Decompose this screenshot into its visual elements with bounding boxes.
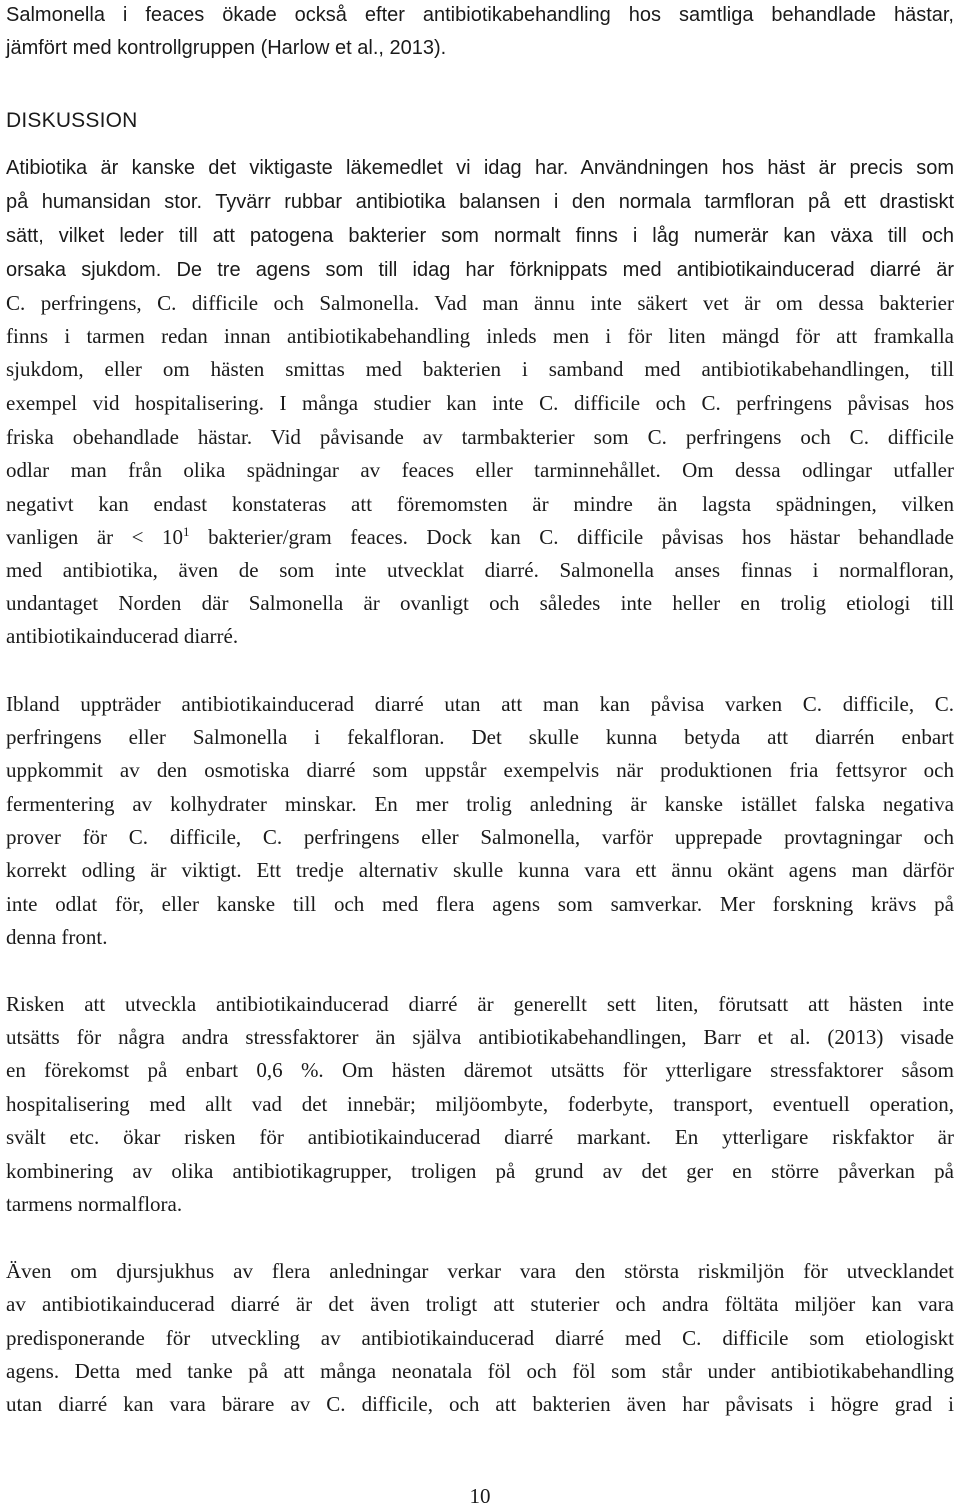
paragraph-line: med antibiotika, även de som inte utvecklat diarré. Salmonella anses finnas i normalfloran, [6, 558, 954, 582]
paragraph-line: undantaget Norden där Salmonella är ovanligt och således inte heller en trolig etiologi till [6, 591, 954, 615]
paragraph-line: en förekomst på enbart 0,6 %. Om hästen däremot utsätts för ytterligare stressfaktorer såsom [6, 1058, 954, 1082]
paragraph-line: denna front. [6, 925, 108, 949]
paragraph-line: exempel vid hospitalisering. I många studier kan inte C. difficile och C. perfringens påvisas hos [6, 391, 954, 415]
paragraph-line: C. perfringens, C. difficile och Salmonella. Vad man ännu inte säkert vet är om dessa bakterier [6, 291, 954, 315]
superscript-exponent: 1 [183, 524, 190, 539]
paragraph-line: inte odlat för, eller kanske till och med flera agens som samverkar. Mer forskning krävs på [6, 892, 954, 916]
paragraph-line: kombinering av olika antibiotikagrupper, troligen på grund av det ger en större påverkan på [6, 1159, 954, 1183]
section-heading: DISKUSSION [6, 109, 138, 132]
intro-line-1: Salmonella i feaces ökade också efter antibiotikabehandling hos samtliga behandlade hästar, [6, 4, 954, 26]
paragraph-line: prover för C. difficile, C. perfringens eller Salmonella, varför upprepade provtagningar och [6, 825, 954, 849]
paragraph-line: odlar man från olika spädningar av feaces eller tarminnehållet. Om dessa odlingar utfaller [6, 458, 954, 482]
page-number: 10 [469, 1484, 491, 1508]
paragraph-line: sätt, vilket leder till att patogena bakterier som normalt finns i låg numerär kan växa till och [6, 225, 954, 247]
paragraph-line: agens. Detta med tanke på att många neonatala föl och föl som står under antibiotikabehandling [6, 1359, 954, 1383]
paragraph-line: predisponerande för utveckling av antibiotikainducerad diarré med C. difficile som etiologiskt [6, 1326, 954, 1350]
intro-line-2: jämfört med kontrollgruppen (Harlow et al., 2013). [6, 37, 447, 59]
paragraph-line: Risken att utveckla antibiotikainducerad diarré är generellt sett liten, förutsatt att hästen inte [6, 992, 954, 1016]
paragraph-line: Även om djursjukhus av flera anledningar verkar vara den största riskmiljön för utvecklandet [6, 1259, 954, 1283]
paragraph-line: friska obehandlade hästar. Vid påvisande av tarmbakterier som C. perfringens och C. difficile [6, 425, 954, 449]
paragraph-line: av antibiotikainducerad diarré är det även troligt att stuterier och andra föltäta miljöer kan vara [6, 1292, 954, 1316]
line-text-start: vanligen är < 10 [6, 525, 184, 549]
paragraph-line: negativt kan endast konstateras att föremomsten är mindre än lagsta spädningen, vilken [6, 492, 954, 516]
paragraph-line: korrekt odling är viktigt. Ett tredje alternativ skulle kunna vara ett ännu okänt agens man därför [6, 858, 954, 882]
paragraph-line-with-superscript [6, 524, 954, 550]
paragraph-line: tarmens normalflora. [6, 1192, 183, 1216]
paragraph-line: utan diarré kan vara bärare av C. difficile, och att bakterien även har påvisats i högre grad i [6, 1392, 954, 1416]
paragraph-line: orsaka sjukdom. De tre agens som till idag har förknippats med antibiotikainducerad diarré är [6, 259, 954, 281]
paragraph-line: svält etc. ökar risken för antibiotikainducerad diarré markant. En ytterligare riskfaktor är [6, 1125, 954, 1149]
paragraph-line: hospitalisering med allt vad det innebär; miljöombyte, foderbyte, transport, eventuell operation, [6, 1092, 954, 1116]
paragraph-line: uppkommit av den osmotiska diarré som uppstår exempelvis när produktionen fria fettsyror och [6, 758, 954, 782]
paragraph-line: antibiotikainducerad diarré. [6, 624, 239, 648]
paragraph-line: sjukdom, eller om hästen smittas med bakterien i samband med antibiotikabehandlingen, till [6, 357, 954, 381]
paragraph-line: på humansidan stor. Tyvärr rubbar antibiotika balansen i den normala tarmfloran på ett drastiskt [6, 191, 954, 213]
paragraph-line: perfringens eller Salmonella i fekalfloran. Det skulle kunna betyda att diarrén enbart [6, 725, 954, 749]
paragraph-line: Atibiotika är kanske det viktigaste läkemedlet vi idag har. Användningen hos häst är precis som [6, 157, 954, 179]
line-text-end: bakterier/gram feaces. Dock kan C. difficile påvisas hos hästar behandlade [189, 525, 955, 549]
paragraph-line: utsätts för några andra stressfaktorer än själva antibiotikabehandlingen, Barr et al. (2013) visade [6, 1025, 954, 1049]
paragraph-line: Ibland uppträder antibiotikainducerad diarré utan att man kan påvisa varken C. difficile, C. [6, 692, 954, 716]
paragraph-line: fermentering av kolhydrater minskar. En mer trolig anledning är kanske istället falska negativa [6, 792, 954, 816]
paragraph-line: finns i tarmen redan innan antibiotikabehandling inleds men i för liten mängd för att framkalla [6, 324, 954, 348]
